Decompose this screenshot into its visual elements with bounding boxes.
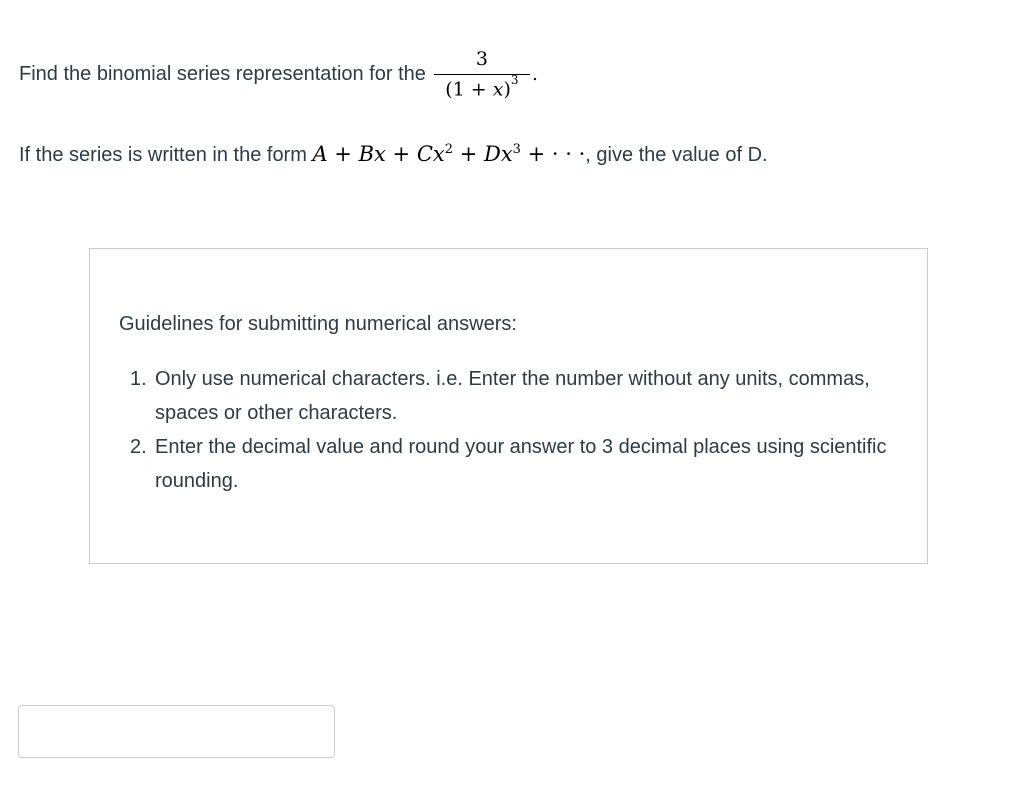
denominator-close-paren: ) — [503, 78, 511, 101]
guideline-number: 1. — [130, 368, 147, 390]
denominator-exponent: 3 — [510, 73, 519, 87]
series-ellipsis: + · · · — [520, 142, 586, 166]
term-c: C — [416, 142, 433, 166]
plus-sign: + — [327, 142, 359, 166]
denominator-base: (1 + — [445, 78, 493, 101]
series-outro-text: , give the value of D. — [585, 144, 768, 166]
guidelines-list — [130, 362, 890, 498]
guidelines-title: Guidelines for submitting numerical answers: — [119, 313, 517, 335]
question-line-2 — [19, 142, 768, 167]
guideline-text: Only use numerical characters. i.e. Enter the number without any units, commas, spaces or other characters. — [155, 368, 870, 424]
term-a: A — [312, 142, 328, 166]
question-line-1 — [19, 48, 538, 100]
guideline-item — [130, 430, 890, 498]
question-intro-text: Find the binomial series representation for the — [19, 62, 426, 85]
guideline-number: 2. — [130, 436, 147, 458]
exponent: 3 — [512, 142, 521, 157]
series-expression — [312, 142, 585, 166]
answer-input[interactable] — [18, 705, 335, 758]
var-x: x — [374, 142, 386, 166]
var-x: x — [432, 142, 445, 166]
fraction-numerator: 3 — [475, 48, 488, 70]
var-x: x — [500, 142, 513, 166]
term-d: D — [483, 142, 501, 166]
plus-sign: + — [385, 142, 417, 166]
denominator-variable: x — [492, 78, 504, 101]
term-b: B — [358, 142, 375, 166]
fraction-denominator — [445, 75, 518, 100]
plus-sign: + — [453, 142, 484, 166]
fraction-period: . — [531, 63, 538, 86]
fraction-expression — [434, 48, 530, 100]
guideline-text: Enter the decimal value and round your answer to 3 decimal places using scientific rounding. — [155, 436, 887, 492]
series-intro-text: If the series is written in the form — [19, 144, 307, 166]
guideline-item — [130, 362, 890, 430]
guidelines-box — [89, 248, 928, 564]
exponent: 2 — [444, 142, 454, 157]
